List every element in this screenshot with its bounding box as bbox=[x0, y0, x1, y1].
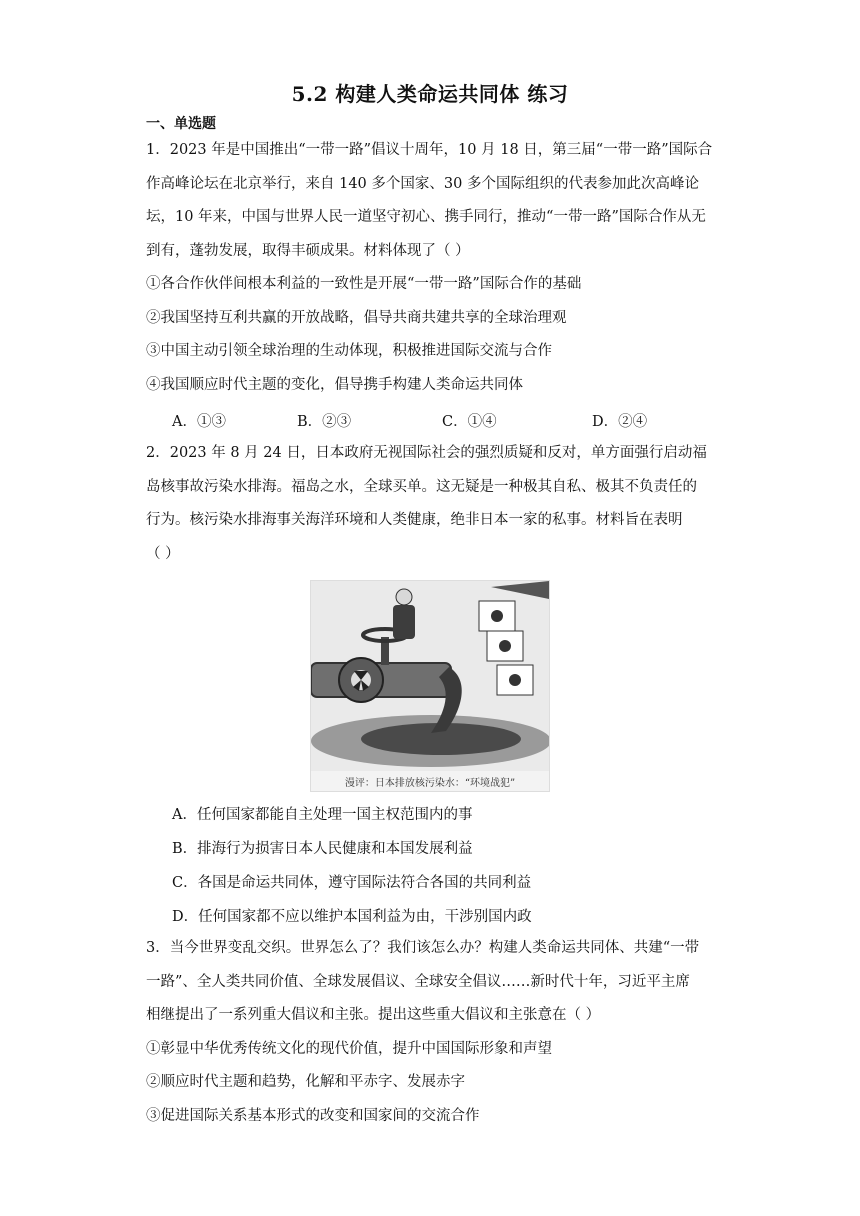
q1-option-c[interactable]: C．①④ bbox=[442, 414, 497, 430]
q3-stem-line: 3．当今世界变乱交织。世界怎么了？我们该怎么办？构建人类命运共同体、共建“一带 bbox=[146, 940, 700, 956]
q1-item: ②我国坚持互利共赢的开放战略，倡导共商共建共享的全球治理观 bbox=[146, 309, 567, 326]
q2-stem-line: 岛核事故污染水排海。福岛之水，全球买单。这无疑是一种极其自私、极其不负责任的 bbox=[146, 478, 697, 495]
q3-stem-line: 一路”、全人类共同价值、全球发展倡议、全球安全倡议……新时代十年，习近平主席 bbox=[146, 973, 690, 990]
figure-caption: 漫评：日本排放核污染水：“环境战犯” bbox=[344, 778, 516, 789]
question-3-stem bbox=[146, 932, 726, 1133]
question-1-stem bbox=[146, 134, 726, 402]
q3-stem-line: 相继提出了一系列重大倡议和主张。提出这些重大倡议和主张意在（ ） bbox=[146, 1007, 601, 1023]
q1-options bbox=[172, 410, 692, 431]
q1-option-b[interactable]: B．②③ bbox=[297, 414, 352, 430]
q2-option-b[interactable]: B．排海行为损害日本人民健康和本国发展利益 bbox=[172, 841, 473, 857]
page-title: 5.2 构建人类命运共同体 练习 bbox=[291, 82, 569, 106]
cartoon-figure bbox=[310, 580, 550, 792]
q1-item: ①各合作伙伴间根本利益的一致性是开展“一带一路”国际合作的基础 bbox=[146, 276, 582, 292]
q1-option-d[interactable]: D．②④ bbox=[592, 414, 648, 430]
cartoon-illustration bbox=[311, 581, 549, 771]
q1-stem-line: 到有，蓬勃发展，取得丰硕成果。材料体现了（ ） bbox=[146, 242, 470, 259]
q1-item: ③中国主动引领全球治理的生动体现，积极推进国际交流与合作 bbox=[146, 343, 552, 359]
q1-option-a[interactable]: A．①③ bbox=[172, 414, 226, 430]
section-heading: 一、单选题 bbox=[146, 116, 216, 132]
q1-stem-line: 坛，10 年来，中国与世界人民一道坚守初心、携手同行，推动“一带一路”国际合作从无 bbox=[146, 209, 706, 225]
q2-option-a[interactable]: A．任何国家都能自主处理一国主权范围内的事 bbox=[172, 807, 473, 823]
q3-item: ①彰显中华优秀传统文化的现代价值，提升中国国际形象和声望 bbox=[146, 1040, 552, 1057]
q1-stem-line: 1．2023 年是中国推出“一带一路”倡议十周年，10 月 18 日，第三届“一带一路”国际合 bbox=[146, 142, 713, 158]
q2-stem-line: 2．2023 年 8 月 24 日，日本政府无视国际社会的强烈质疑和反对，单方面强行启动福 bbox=[146, 445, 707, 461]
q3-item: ③促进国际关系基本形式的改变和国家间的交流合作 bbox=[146, 1107, 480, 1124]
q1-stem-line: 作高峰论坛在北京举行，来自 140 多个国家、30 多个国际组织的代表参加此次高峰论 bbox=[146, 175, 699, 192]
q2-stem-line: 行为。核污染水排海事关海洋环境和人类健康，绝非日本一家的私事。材料旨在表明 bbox=[146, 512, 683, 528]
q1-item: ④我国顺应时代主题的变化，倡导携手构建人类命运共同体 bbox=[146, 376, 523, 393]
q2-option-d[interactable]: D．任何国家都不应以维护本国利益为由，干涉别国内政 bbox=[172, 909, 532, 925]
q2-stem-line: （ ） bbox=[146, 545, 180, 562]
q3-item: ②顺应时代主题和趋势，化解和平赤字、发展赤字 bbox=[146, 1074, 465, 1090]
question-2-stem bbox=[146, 437, 726, 571]
q2-option-c[interactable]: C．各国是命运共同体，遵守国际法符合各国的共同利益 bbox=[172, 875, 532, 891]
